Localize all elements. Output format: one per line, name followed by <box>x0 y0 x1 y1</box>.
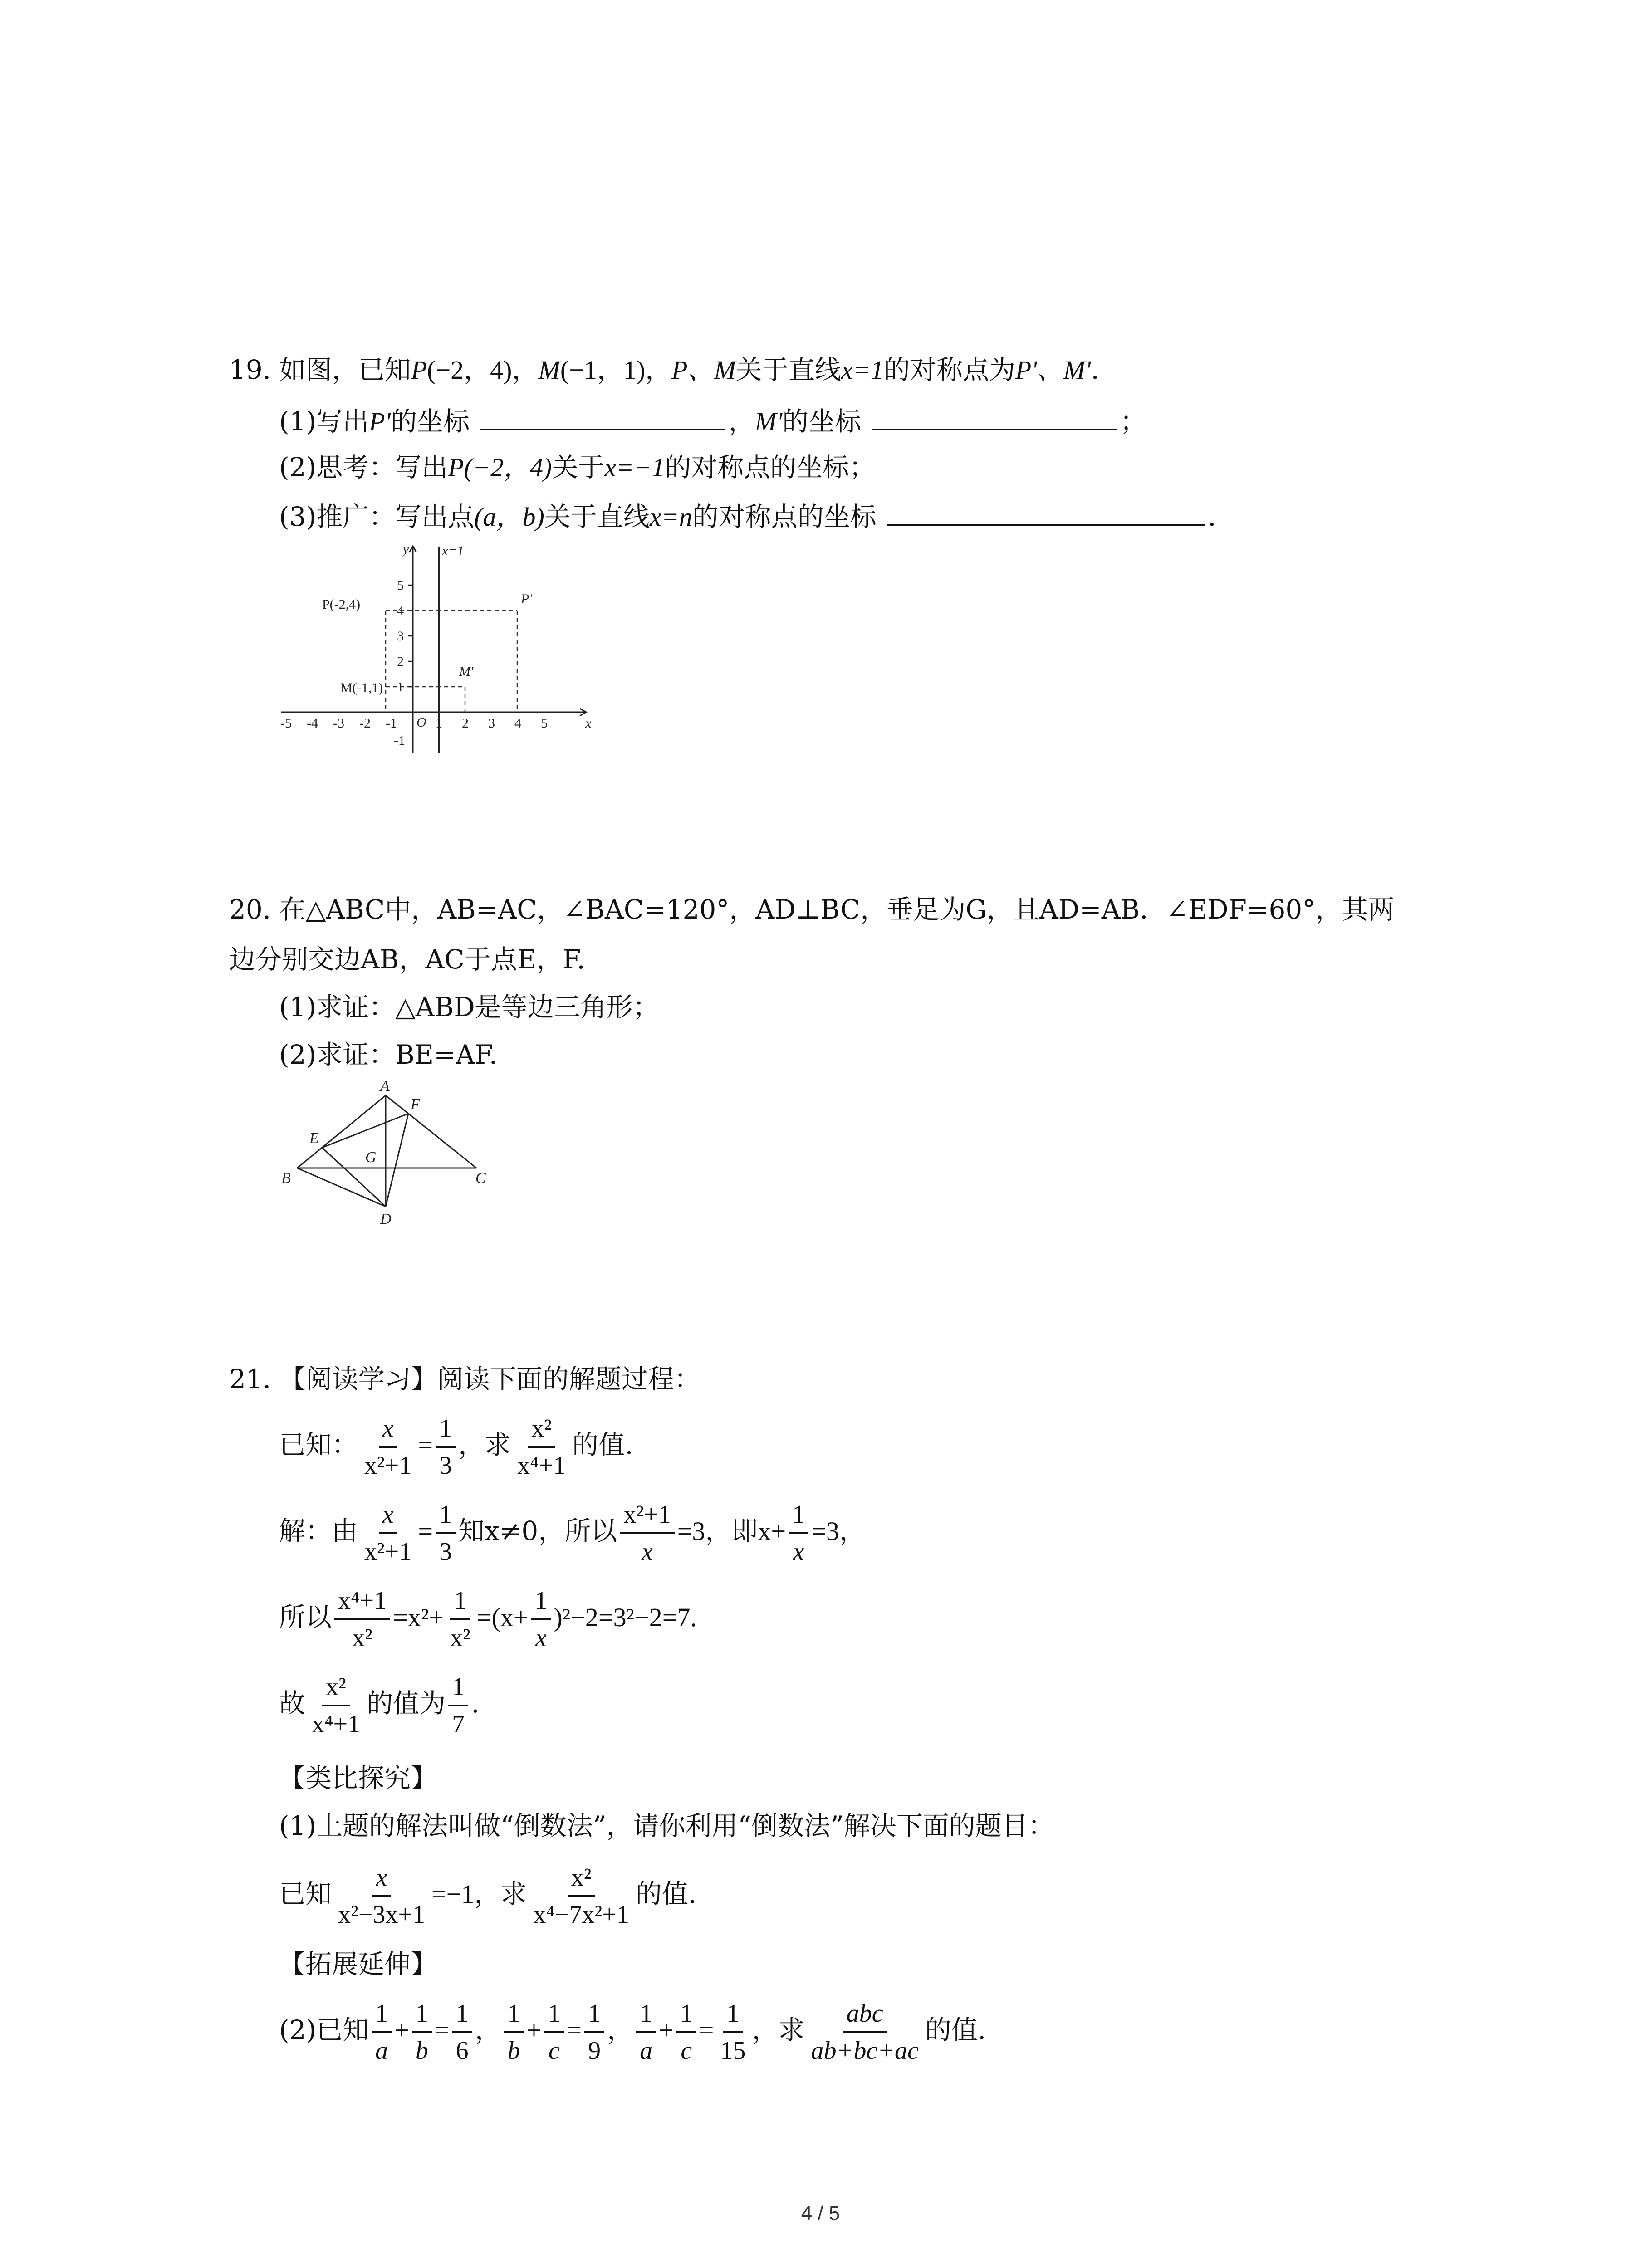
point-p-prime-label: P' <box>521 591 532 606</box>
label-e: E <box>309 1130 319 1147</box>
segment-bd <box>297 1168 386 1207</box>
q21-analog-problem: 已知 $\frac{x}{\text{x²−3x+1}}$ =−1，求 $\frac{\text{x²}}{\text{x⁴−7x²+1}}$ 的值. <box>279 1853 696 1935</box>
x-tick: 4 <box>514 716 521 731</box>
fraction: $\frac{1}{6}$ <box>452 1996 472 2068</box>
q21-extension-heading: 【拓展延伸】 <box>279 1949 437 1980</box>
fraction: $\frac{\text{abc}}{ab+bc+ac}$ <box>808 1996 922 2068</box>
fraction: $\frac{1}{\text{x²}}$ <box>446 1583 474 1656</box>
label-f: F <box>411 1096 420 1113</box>
fraction: $\frac{1}{c}$ <box>676 1996 696 2068</box>
segment-ac <box>386 1095 476 1168</box>
q21-number: 21. <box>229 1364 271 1394</box>
triangle-figure <box>272 1075 499 1225</box>
fraction: $\frac{1}{a}$ <box>372 1996 392 2068</box>
y-tick: 5 <box>397 578 404 593</box>
q21-so: 所以 $\frac{\text{x⁴+1}}{\text{x²}}$ =x²+ $\frac{1}{\text{x²}}$ =(x+ $\frac{1}{x}$ )²−2=3²−2=7. <box>279 1576 697 1658</box>
label-c: C <box>475 1170 486 1187</box>
q21-analog-text: (1)上题的解法叫做“倒数法”，请你利用“倒数法”解决下面的题目： <box>279 1810 1054 1841</box>
fraction: $\frac{x}{\text{x²−3x+1}}$ <box>334 1860 429 1932</box>
x-tick: 1 <box>436 716 442 731</box>
y-tick: 4 <box>397 603 404 618</box>
q21-title: 21. 【阅读学习】阅读下面的解题过程： <box>229 1364 700 1394</box>
fraction: $\frac{\text{x²}}{\text{x⁴+1}}$ <box>514 1411 569 1483</box>
fraction: $\frac{\text{x²+1}}{x}$ <box>620 1497 674 1569</box>
fraction: $\frac{x}{\text{x²+1}}$ <box>361 1497 415 1569</box>
fraction: $\frac{\text{x⁴+1}}{\text{x²}}$ <box>334 1583 390 1656</box>
y-tick: 1 <box>397 679 404 694</box>
fraction: $\frac{1}{b}$ <box>504 1996 524 2068</box>
x-tick: 3 <box>488 716 495 731</box>
q20-line1: 20. 在△ABC中，AB=AC，∠BAC=120°，AD⊥BC，垂足为G，且AD=AB．∠EDF=60°，其两 <box>229 894 1395 925</box>
label-g: G <box>365 1149 377 1166</box>
y-tick: 3 <box>397 629 404 644</box>
page-number: 4 / 5 <box>801 2202 840 2224</box>
q21-analog-heading: 【类比探究】 <box>279 1763 437 1794</box>
q20-line2: 边分别交边AB，AC于点E，F. <box>229 944 585 975</box>
q21-extension-problem: (2)已知 $\frac{1}{a}$ + $\frac{1}{b}$ = $\frac{1}{6}$ ， $\frac{1}{b}$ + $\frac{1}{c}$ = $\frac{1}{9}$ ， $\frac{1}{a}$ + $\frac{1}{c}$ = $\frac{1}{15}$ ，求 $\frac{\text{abc}}{ab+bc+ac}$ 的值. <box>279 1989 986 2071</box>
q20-number: 20. <box>229 894 271 925</box>
q20-part1: (1)求证：△ABD是等边三角形； <box>279 992 659 1022</box>
answer-blank-general[interactable] <box>887 497 1205 526</box>
label-d: D <box>380 1211 392 1225</box>
segment-ef <box>322 1114 408 1148</box>
x-tick: -4 <box>307 716 318 731</box>
origin-label: O <box>416 715 426 730</box>
line-label: x=1 <box>442 543 464 558</box>
label-b: B <box>281 1170 291 1187</box>
q19-part1: (1)写出P'的坐标 ，M'的坐标 ； <box>279 401 1146 440</box>
fraction: $\frac{1}{c}$ <box>544 1996 564 2068</box>
y-tick: 2 <box>397 654 404 669</box>
label-a: A <box>380 1078 390 1095</box>
answer-blank-m-prime[interactable] <box>872 401 1117 430</box>
x-axis-label: x <box>585 716 592 731</box>
x-tick: 5 <box>541 716 548 731</box>
q19-number: 19. <box>229 354 271 385</box>
x-tick: -2 <box>359 716 371 731</box>
q21-answer: 故 $\frac{\text{x²}}{\text{x⁴+1}}$ 的值为 $\frac{1}{7}$ . <box>279 1662 480 1744</box>
x-tick: -5 <box>280 716 292 731</box>
fraction: $\frac{1}{9}$ <box>584 1996 604 2068</box>
y-axis-label: y <box>403 542 409 557</box>
q21-solution: 解：由 $\frac{x}{\text{x²+1}}$ = $\frac{1}{3}$ 知x≠0，所以 $\frac{\text{x²+1}}{x}$ =3，即x+ $\frac{1}{x}$ =3， <box>279 1490 866 1572</box>
fraction: $\frac{1}{15}$ <box>717 1996 749 2068</box>
fraction: $\frac{x}{\text{x²+1}}$ <box>361 1411 415 1483</box>
q19-part2: (2)思考：写出P(−2，4)关于x=−1的对称点的坐标； <box>279 452 876 483</box>
fraction: $\frac{1}{b}$ <box>412 1996 432 2068</box>
fraction: $\frac{1}{7}$ <box>448 1669 468 1742</box>
fraction: $\frac{1}{3}$ <box>436 1497 456 1569</box>
coordinate-figure <box>272 540 599 758</box>
point-p-label: P(-2,4) <box>322 597 361 612</box>
segment-df <box>386 1114 408 1207</box>
q21-given: 已知： $\frac{x}{\text{x²+1}}$ = $\frac{1}{3}$ ，求 $\frac{\text{x²}}{\text{x⁴+1}}$ 的值. <box>279 1404 633 1486</box>
x-tick: -3 <box>333 716 344 731</box>
fraction: $\frac{1}{3}$ <box>436 1411 456 1483</box>
fraction: $\frac{\text{x²}}{\text{x⁴+1}}$ <box>308 1669 364 1742</box>
point-m-label: M(-1,1) <box>340 680 383 695</box>
fraction: $\frac{1}{a}$ <box>636 1996 656 2068</box>
point-m-prime-label: M' <box>459 664 474 679</box>
q20-part2: (2)求证：BE=AF. <box>279 1039 498 1070</box>
answer-blank-p-prime[interactable] <box>480 401 725 430</box>
fraction: $\frac{1}{x}$ <box>531 1583 551 1656</box>
q19-part3: (3)推广：写出点(a，b)关于直线x=n的对称点的坐标 . <box>279 497 1216 535</box>
q19-line1: 19. 如图，已知P(−2，4)，M(−1，1)，P、M关于直线x=1的对称点为P'、M'. <box>229 354 1099 385</box>
x-tick: 2 <box>462 716 469 731</box>
fraction: $\frac{\text{x²}}{\text{x⁴−7x²+1}}$ <box>529 1860 632 1932</box>
y-tick: -1 <box>394 733 405 748</box>
fraction: $\frac{1}{x}$ <box>789 1497 808 1569</box>
x-tick: -1 <box>386 716 397 731</box>
